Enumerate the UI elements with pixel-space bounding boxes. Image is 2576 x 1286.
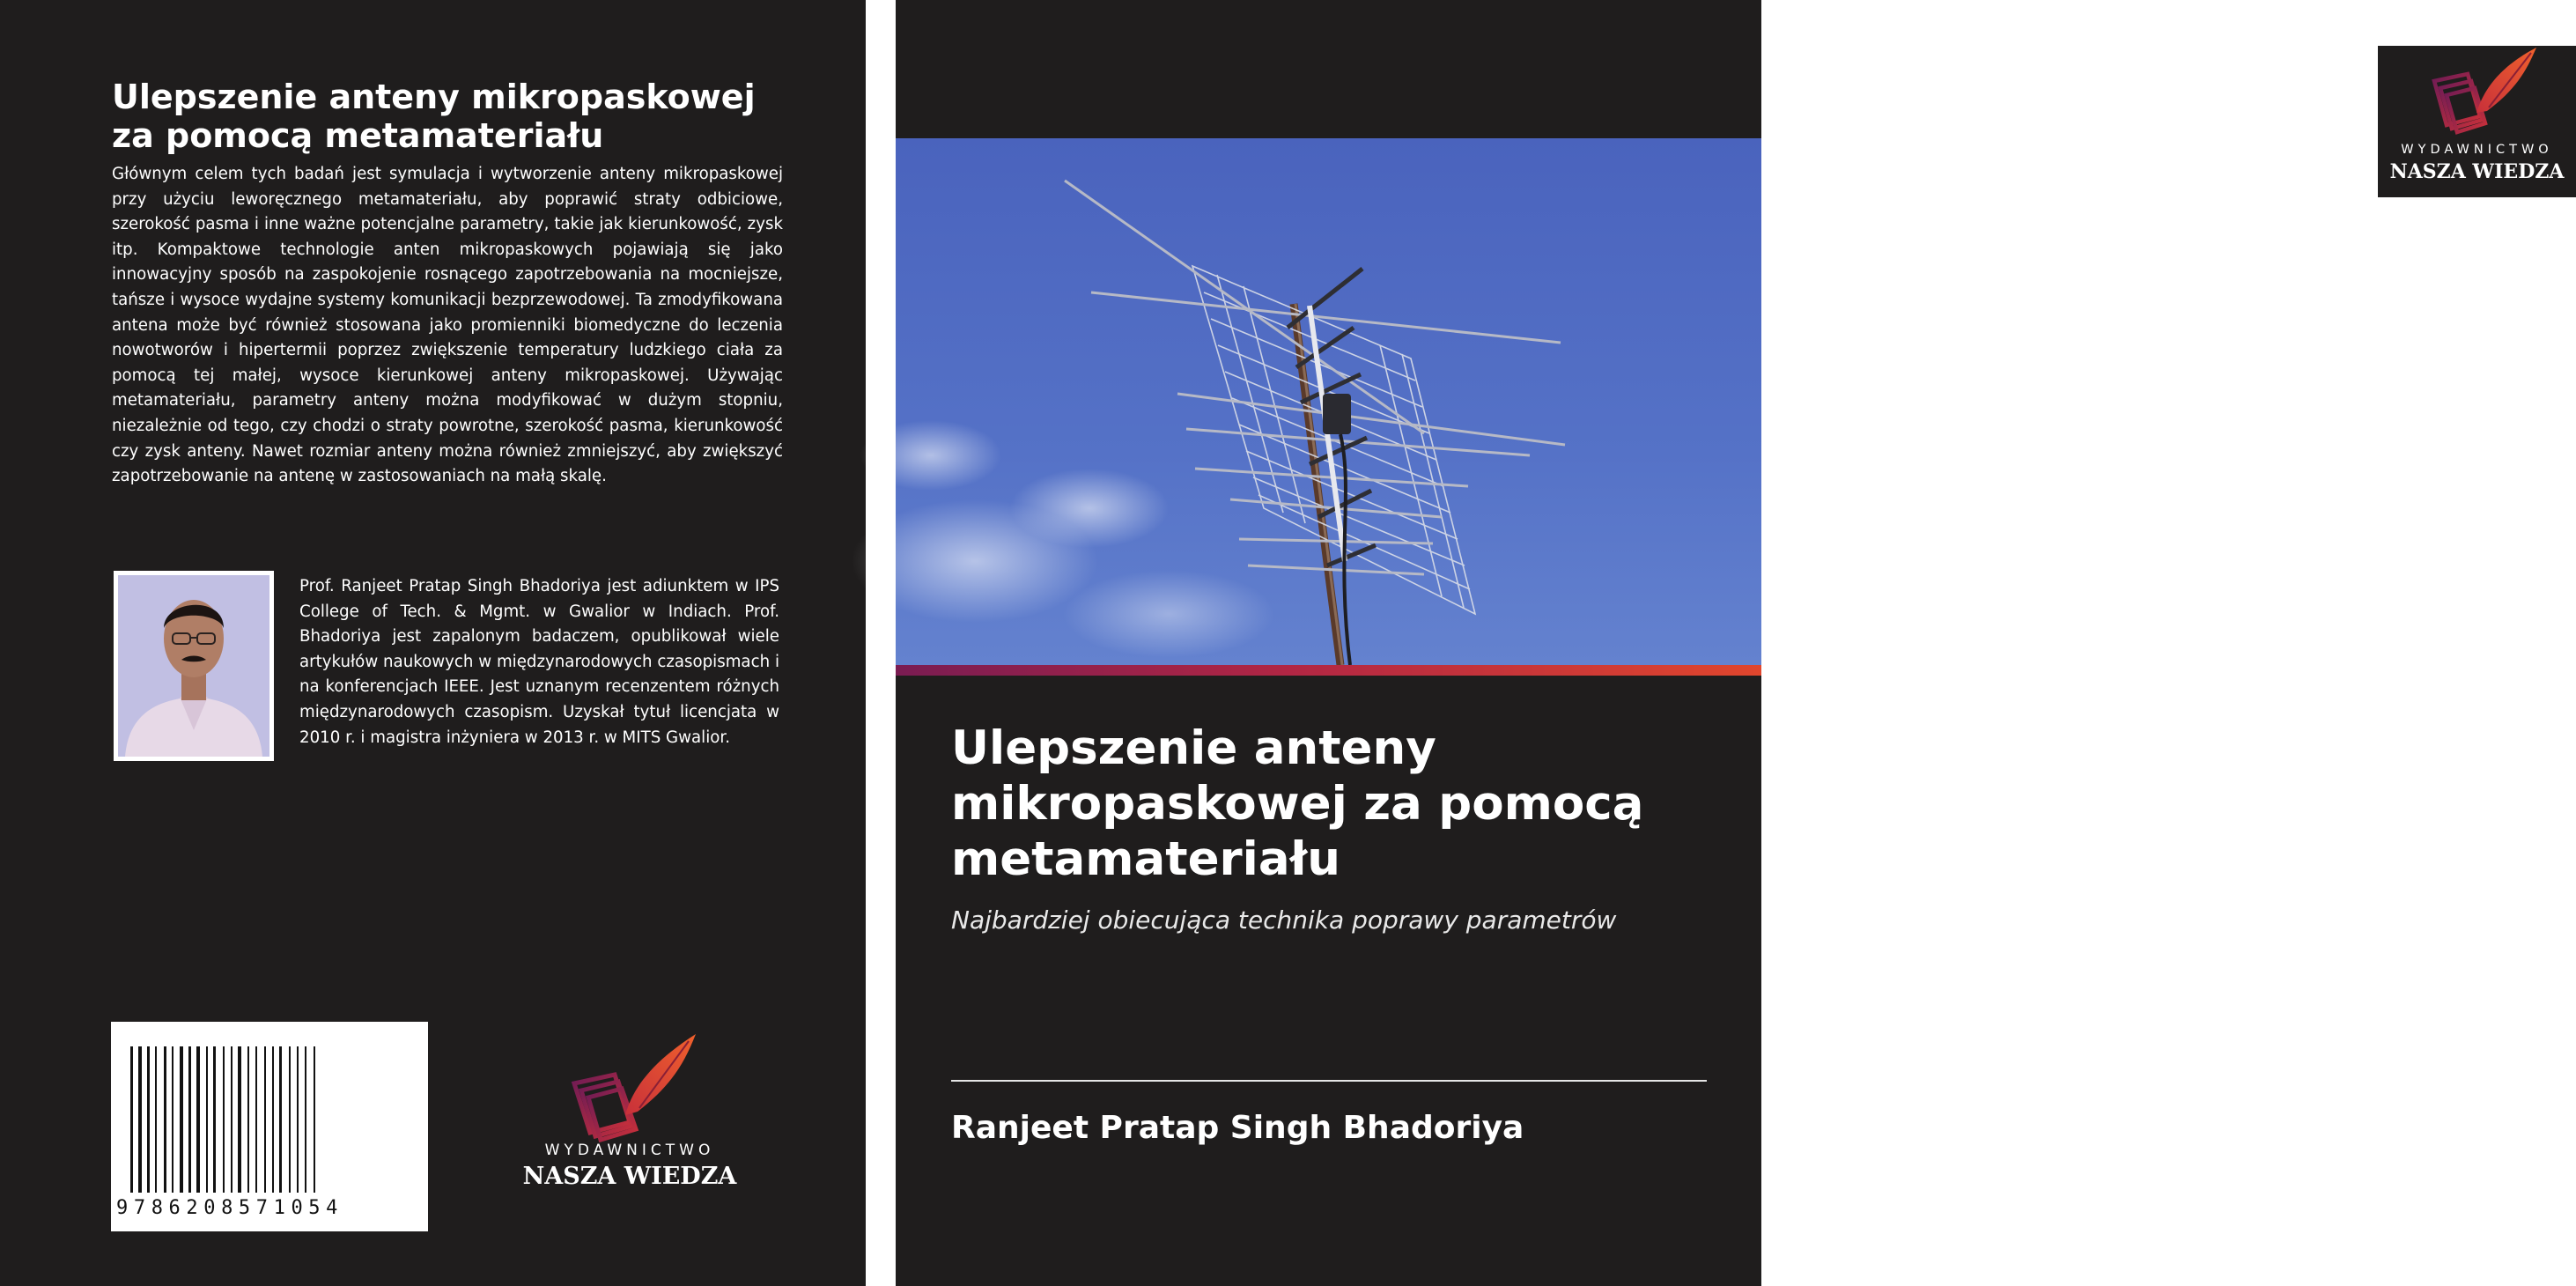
barcode-bar [279,1046,282,1193]
publisher-logo-back [520,1031,740,1198]
back-cover [0,0,866,1286]
barcode-bar [255,1046,257,1193]
barcode-bar [297,1046,299,1193]
barcode-bar [231,1046,233,1193]
book-with-quill-icon [520,1031,740,1145]
front-cover [896,0,2565,1286]
back-cover-abstract: Głównym celem tych badań jest symulacja i wytworzenie anteny mikropaskowej przy użyciu leworęcznego metamateriału, aby poprawić straty odbiciowe, szerokość pasma i inne ważne potencjalne parametry, takie jak kierunkowość, zysk itp. Kompaktowe technologie anten mikropaskowych pojawiają się jako innowacyjny sposób na zaspokojenie rosnącego zapotrzebowania na mocniejsze, tańsze i wysoce wydajne systemy komunikacji bezprzewodowej. Ta zmodyfikowana antena może być również stosowana jako promienniki biomedyczne do leczenia nowotworów i hipertermii poprzez zwiększenie temperatury ludzkiego ciała za pomocą tej małej, wysoce kierunkowej anteny mikropaskowej. Używając metamateriału, parametry anteny można modyfikować w dużym stopniu, niezależnie od tego, czy chodzi o straty powrotne, szerokość pasma, kierunkowość czy zysk anteny. Nawet rozmiar anteny można również zmniejszyć, aby zwiększyć zapotrzebowanie na antenę w zastosowaniach na małą skalę. [112,165,783,486]
publisher-logo-front [2378,46,2576,197]
barcode-bar [238,1046,241,1193]
barcode-bar [147,1046,150,1193]
publisher-label-big: NASZA WIEDZA [2389,160,2565,183]
barcode-bar [188,1046,191,1193]
author-bio: Prof. Ranjeet Pratap Singh Bhadoriya jest adiunktem w IPS College of Tech. & Mgmt. w Gwalior w Indiach. Prof. Bhadoriya jest zapalonym badaczem, opublikował wiele artykułów naukowych w międzynarodowych czasopismach i na konferencjach IEEE. Jest uznanym recenzentem różnych międzynarodowych czasopism. Uzyskał tytuł licencjata w 2010 r. i magistra inżyniera w 2013 r. w MITS Gwalior. [299,577,779,747]
barcode-bar [305,1046,306,1193]
front-cover-title: Ulepszenie anteny mikropaskowej za pomocą metamateriału [951,721,1644,886]
author-photo [114,571,274,761]
isbn-barcode [111,1022,428,1231]
barcode-bar [138,1046,142,1193]
author-portrait-image [118,575,269,757]
barcode-bar [172,1046,173,1193]
divider [951,1080,1707,1082]
cover-photo [896,138,1761,665]
barcode-bar [196,1046,200,1193]
barcode-bar [264,1046,266,1193]
barcode-bar [247,1046,249,1193]
barcode-number: 9786208571054 [116,1197,343,1219]
back-cover-title: Ulepszenie anteny mikropaskowej za pomocą metamateriału [112,78,756,155]
publisher-label-small: WYDAWNICTWO [2401,143,2553,157]
barcode-bar [289,1046,291,1193]
barcode-bar [130,1046,133,1193]
accent-strip [896,665,1761,676]
publisher-label-big: NASZA WIEDZA [522,1163,737,1190]
tv-antenna-photo [896,138,1761,665]
barcode-bar [213,1046,216,1193]
barcode-bar [180,1046,183,1193]
barcode-bars [111,1022,428,1198]
front-cover-author: Ranjeet Pratap Singh Bhadoriya [951,1110,1524,1146]
barcode-bar [206,1046,208,1193]
front-cover-subtitle: Najbardziej obiecująca technika poprawy parametrów [951,905,1617,935]
barcode-bar [223,1046,225,1193]
barcode-bar [155,1046,157,1193]
barcode-bar [314,1046,315,1193]
barcode-bar [272,1046,274,1193]
book-with-quill-icon [2378,46,2576,143]
barcode-bar [164,1046,166,1193]
publisher-label-small: WYDAWNICTWO [544,1142,715,1159]
